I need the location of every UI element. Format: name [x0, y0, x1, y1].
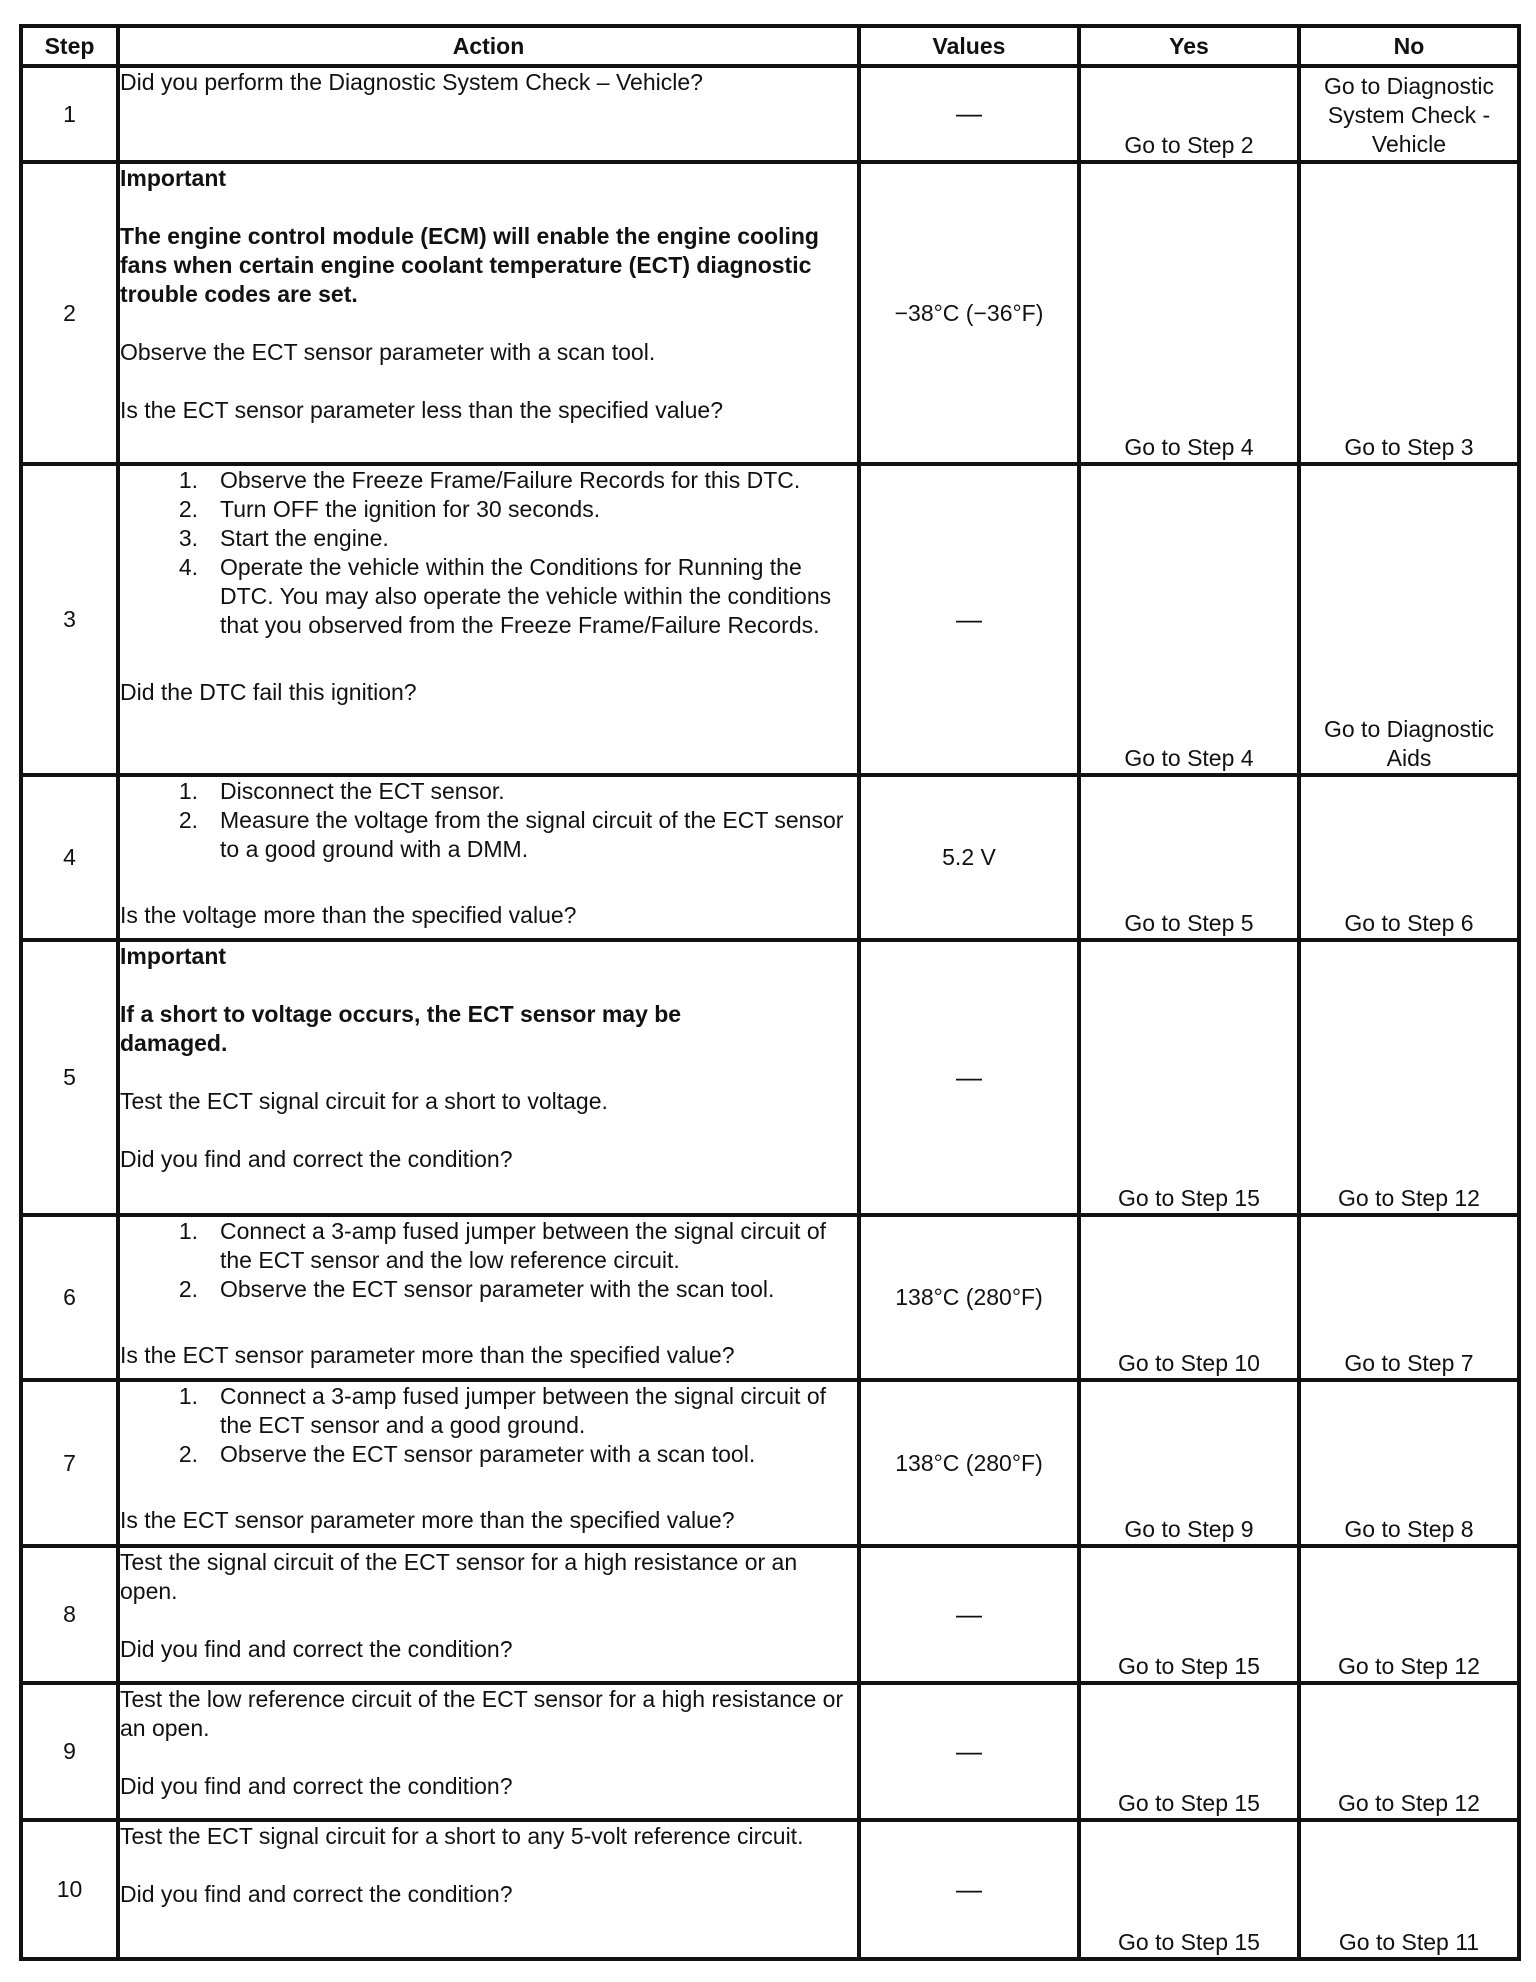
value-text: — [956, 98, 982, 128]
action-steps [120, 466, 857, 640]
step-number: 5 [21, 940, 118, 1215]
action-cell [118, 1683, 859, 1820]
action-question: Did you find and correct the condition? [120, 1881, 513, 1907]
header-no: No [1299, 26, 1519, 66]
action-cell [118, 1380, 859, 1546]
yes-cell: Go to Step 2 [1079, 66, 1299, 162]
no-cell: Go to Step 12 [1299, 1683, 1519, 1820]
header-step: Step [21, 26, 118, 66]
yes-cell: Go to Step 4 [1079, 464, 1299, 775]
no-cell: Go to Diagnostic System Check - Vehicle [1299, 66, 1519, 162]
yes-cell: Go to Step 10 [1079, 1215, 1299, 1380]
value-text: — [956, 1061, 982, 1092]
action-question: Did you find and correct the condition? [120, 1636, 513, 1662]
list-item: 4. Operate the vehicle within the Conditions for Running the DTC. You may also operate the vehicle within the conditions that you observed from the Freeze Frame/Failure Records. [178, 554, 832, 638]
yes-cell: Go to Step 5 [1079, 775, 1299, 940]
step-number: 6 [21, 1215, 118, 1380]
value-cell: 138°C (280°F) [859, 1215, 1079, 1380]
list-item: 1. Connect a 3-amp fused jumper between the signal circuit of the ECT sensor and the low reference circuit. [178, 1218, 826, 1273]
important-label: Important [120, 165, 227, 191]
action-text: Observe the ECT sensor parameter with a scan tool. [120, 339, 656, 365]
action-text: Test the signal circuit of the ECT sensor for a high resistance or an open. [120, 1549, 798, 1604]
important-text: The engine control module (ECM) will enable the engine cooling fans when certain engine coolant temperature (ECT) diagnostic trouble codes are set. [120, 223, 819, 307]
action-question: Is the voltage more than the specified value? [120, 902, 577, 928]
action-cell [118, 464, 859, 775]
action-cell [118, 1820, 859, 1959]
step-number: 4 [21, 775, 118, 940]
important-text: If a short to voltage occurs, the ECT sensor may be damaged. [120, 1001, 682, 1056]
value-cell [859, 1820, 1079, 1959]
value-text: — [956, 1598, 982, 1629]
no-cell: Go to Step 12 [1299, 940, 1519, 1215]
diagnostic-table [19, 24, 1521, 1961]
value-text: — [956, 1873, 982, 1904]
value-text: — [956, 603, 982, 634]
table-row [21, 162, 1519, 464]
value-cell [859, 940, 1079, 1215]
action-question: Did you perform the Diagnostic System Check – Vehicle? [120, 69, 703, 95]
table-row [21, 1820, 1519, 1959]
table-row [21, 1683, 1519, 1820]
header-action: Action [118, 26, 859, 66]
action-cell [118, 162, 859, 464]
action-cell [118, 775, 859, 940]
list-item: 2. Observe the ECT sensor parameter with a scan tool. [178, 1441, 756, 1467]
no-cell: Go to Step 7 [1299, 1215, 1519, 1380]
table-row [21, 1215, 1519, 1380]
step-number: 10 [21, 1820, 118, 1959]
action-steps [120, 777, 857, 864]
no-cell: Go to Step 12 [1299, 1546, 1519, 1683]
yes-cell: Go to Step 15 [1079, 1683, 1299, 1820]
table-row [21, 464, 1519, 775]
table-row [21, 66, 1519, 162]
yes-cell: Go to Step 9 [1079, 1380, 1299, 1546]
header-values: Values [859, 26, 1079, 66]
important-label: Important [120, 943, 227, 969]
value-cell: 5.2 V [859, 775, 1079, 940]
step-number: 2 [21, 162, 118, 464]
value-cell [859, 1683, 1079, 1820]
table-row [21, 1380, 1519, 1546]
action-text: Test the ECT signal circuit for a short to any 5-volt reference circuit. [120, 1823, 804, 1849]
action-steps [120, 1217, 857, 1304]
yes-cell: Go to Step 4 [1079, 162, 1299, 464]
value-cell [859, 1546, 1079, 1683]
action-question: Did you find and correct the condition? [120, 1146, 513, 1172]
value-cell: 138°C (280°F) [859, 1380, 1079, 1546]
header-yes: Yes [1079, 26, 1299, 66]
step-number: 9 [21, 1683, 118, 1820]
step-number: 1 [21, 66, 118, 162]
action-question: Is the ECT sensor parameter less than the specified value? [120, 397, 724, 423]
no-cell: Go to Step 11 [1299, 1820, 1519, 1959]
step-number: 7 [21, 1380, 118, 1546]
action-question: Did the DTC fail this ignition? [120, 679, 417, 705]
no-cell: Go to Step 8 [1299, 1380, 1519, 1546]
no-cell: Go to Step 3 [1299, 162, 1519, 464]
action-question: Is the ECT sensor parameter more than the specified value? [120, 1342, 735, 1368]
action-question: Is the ECT sensor parameter more than the specified value? [120, 1507, 735, 1533]
action-cell [118, 66, 859, 162]
table-row [21, 775, 1519, 940]
action-question: Did you find and correct the condition? [120, 1773, 513, 1799]
step-number: 8 [21, 1546, 118, 1683]
value-cell [859, 464, 1079, 775]
list-item: 1. Observe the Freeze Frame/Failure Records for this DTC. [178, 467, 801, 493]
list-item: 2. Turn OFF the ignition for 30 seconds. [178, 496, 601, 522]
table-row [21, 1546, 1519, 1683]
action-steps [120, 1382, 857, 1469]
list-item: 2. Observe the ECT sensor parameter with the scan tool. [178, 1276, 775, 1302]
yes-cell: Go to Step 15 [1079, 1546, 1299, 1683]
step-number: 3 [21, 464, 118, 775]
no-cell: Go to Step 6 [1299, 775, 1519, 940]
yes-cell: Go to Step 15 [1079, 1820, 1299, 1959]
table-row [21, 940, 1519, 1215]
action-text: Test the ECT signal circuit for a short to voltage. [120, 1088, 608, 1114]
action-cell [118, 1215, 859, 1380]
header-row [21, 26, 1519, 66]
list-item: 1. Connect a 3-amp fused jumper between the signal circuit of the ECT sensor and a good ground. [178, 1383, 826, 1438]
value-cell: −38°C (−36°F) [859, 162, 1079, 464]
value-cell [859, 66, 1079, 162]
list-item: 3. Start the engine. [178, 525, 389, 551]
yes-cell: Go to Step 15 [1079, 940, 1299, 1215]
action-cell [118, 940, 859, 1215]
no-cell: Go to Diagnostic Aids [1299, 464, 1519, 775]
list-item: 1. Disconnect the ECT sensor. [178, 778, 505, 804]
action-cell [118, 1546, 859, 1683]
action-text: Test the low reference circuit of the ECT sensor for a high resistance or an open. [120, 1686, 844, 1741]
list-item: 2. Measure the voltage from the signal circuit of the ECT sensor to a good ground with a DMM. [178, 807, 844, 862]
value-text: — [956, 1735, 982, 1766]
